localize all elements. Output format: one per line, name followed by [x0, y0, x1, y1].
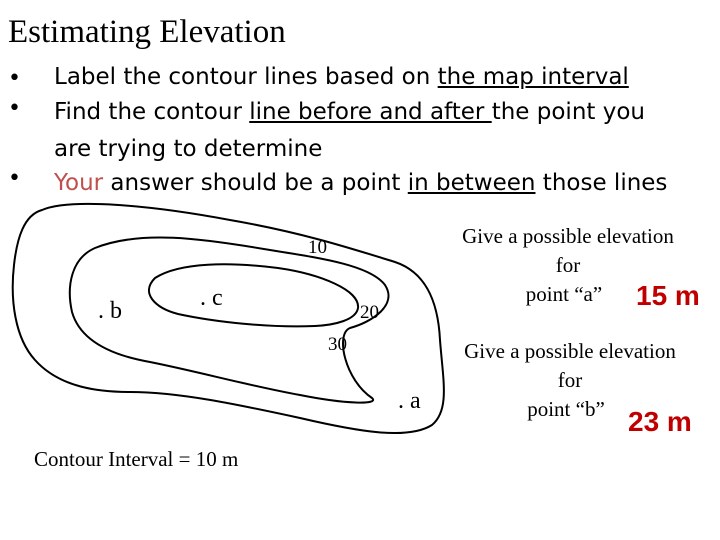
- bullet-text-segment: those lines: [535, 170, 668, 196]
- bullet-text-segment: are trying to determine: [54, 136, 323, 162]
- bullet-marker: •: [8, 66, 21, 91]
- contour-line-10: [13, 204, 444, 433]
- answer-a: 15 m: [636, 280, 700, 311]
- question-a-line3: point “a”: [525, 282, 603, 306]
- contour-label-20: 20: [360, 302, 379, 323]
- contour-label-30: 30: [328, 334, 347, 355]
- bullet-text-segment: answer should be a point: [103, 170, 408, 196]
- question-b-line2: for: [557, 368, 583, 392]
- bullet-marker: •: [8, 166, 21, 191]
- question-b-line1: Give a possible elevation: [464, 339, 676, 363]
- bullet-text-segment: the point you: [491, 99, 645, 125]
- bullet-text-segment: in between: [407, 170, 536, 196]
- bullet-text-segment: the map interval: [437, 64, 629, 90]
- point-a-label: . a: [398, 388, 421, 414]
- bullet-text-segment: line before and after: [249, 99, 492, 125]
- question-a-line2: for: [555, 253, 581, 277]
- point-b-label: . b: [98, 298, 122, 324]
- bullet-text-segment: Label the contour lines based on: [54, 64, 438, 90]
- contour-line-30: [149, 264, 358, 326]
- contour-label-10: 10: [308, 237, 327, 258]
- page-title: Estimating Elevation: [8, 14, 286, 50]
- contour-interval-label: Contour Interval = 10 m: [34, 447, 239, 471]
- bullet-marker: •: [8, 96, 21, 121]
- bullet-text-segment: Find the contour: [54, 99, 250, 125]
- answer-b: 23 m: [628, 406, 692, 437]
- question-a-line1: Give a possible elevation: [462, 224, 674, 248]
- point-c-label: . c: [200, 285, 223, 311]
- bullet-text-segment: Your: [54, 170, 104, 196]
- question-b-line3: point “b”: [527, 397, 605, 421]
